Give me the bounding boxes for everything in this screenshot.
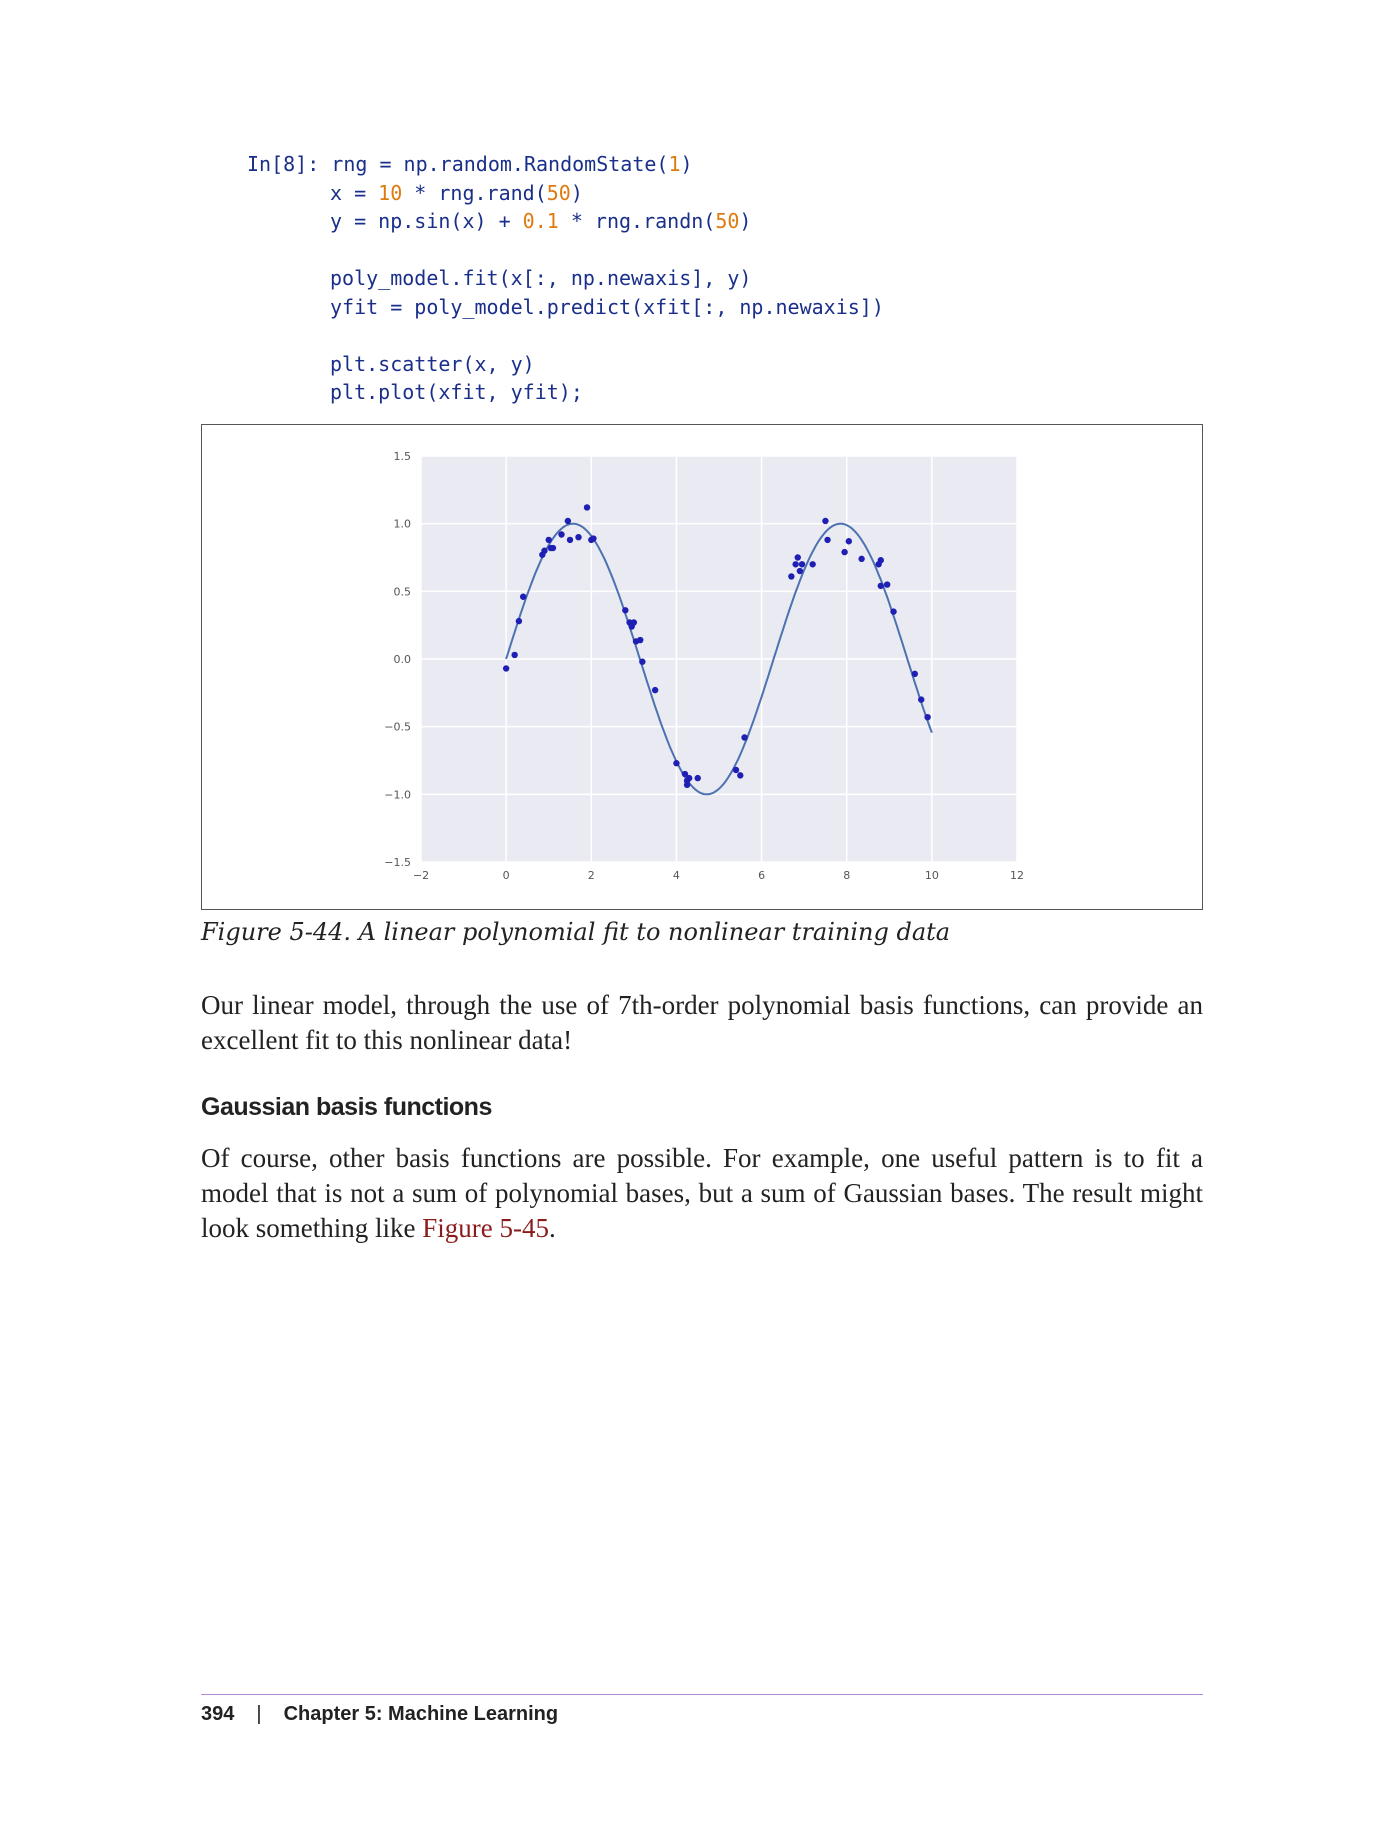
scatter-point — [824, 537, 830, 543]
code-number: 10 — [378, 180, 403, 205]
section-heading: Gaussian basis functions — [201, 1093, 492, 1121]
code-text: plt.scatter(x, y) — [330, 351, 535, 376]
scatter-point — [741, 734, 747, 740]
figure-link[interactable]: Figure 5-45 — [422, 1213, 549, 1243]
x-tick-label: 8 — [843, 869, 851, 882]
code-text: y = np.sin(x) + — [330, 209, 523, 233]
scatter-point — [912, 671, 918, 677]
paragraph-2-text: Of course, other basis functions are possible. For example, one useful pattern is to fit a model that is not a sum of polynomial bases, but a sum of Gaussian bases. The result might look something like — [201, 1143, 1203, 1243]
scatter-point — [511, 652, 517, 658]
code-number: 50 — [715, 209, 740, 233]
scatter-point — [622, 607, 628, 613]
chapter-title: Chapter 5: Machine Learning — [283, 1703, 559, 1725]
y-tick-label: −1.0 — [384, 788, 411, 802]
x-tick-label: 6 — [758, 869, 766, 882]
scatter-point — [795, 554, 801, 560]
scatter-point — [809, 561, 815, 567]
paragraph-1: Our linear model, through the use of 7th-order polynomial basis functions, can provide an excellent fit to this nonlinear data! — [201, 990, 1203, 1055]
scatter-point — [686, 775, 692, 781]
scatter-point — [858, 556, 864, 562]
scatter-point — [878, 557, 884, 563]
scatter-point — [799, 561, 805, 567]
footer — [201, 1703, 558, 1726]
scatter-point — [884, 581, 890, 587]
code-text: ) — [680, 152, 693, 176]
code-line — [247, 236, 884, 265]
scatter-point — [673, 760, 679, 766]
y-tick-label: −0.5 — [384, 720, 411, 734]
scatter-point — [797, 568, 803, 574]
scatter-point — [590, 535, 596, 541]
x-tick-label: 0 — [502, 869, 510, 882]
code-text: rng = np.random.RandomState( — [331, 152, 669, 176]
code-text: x = — [330, 180, 379, 205]
scatter-point — [575, 534, 581, 540]
scatter-point — [637, 637, 643, 643]
figure-caption: Figure 5-44. A linear polynomial fit to nonlinear training data — [201, 918, 951, 946]
code-line — [247, 350, 884, 379]
code-text: plt.plot(xfit, yfit); — [330, 380, 583, 404]
code-text: * rng.rand( — [402, 180, 547, 205]
scatter-point — [550, 545, 556, 551]
scatter-point — [546, 537, 552, 543]
scatter-point — [890, 608, 896, 614]
scatter-point — [695, 775, 701, 781]
x-tick-label: 12 — [1010, 869, 1024, 882]
x-tick-label: 10 — [924, 869, 939, 882]
footer-rule — [201, 1694, 1203, 1695]
scatter-point — [918, 696, 924, 702]
y-tick-label: 0.0 — [393, 653, 411, 666]
scatter-point — [924, 714, 930, 720]
scatter-point — [652, 687, 658, 693]
code-number: 50 — [546, 180, 571, 205]
code-line — [247, 378, 884, 407]
y-tick-label: −1.5 — [384, 856, 411, 869]
paragraph-2 — [201, 1141, 1203, 1246]
x-tick-label: 2 — [587, 869, 595, 882]
scatter-point — [841, 549, 847, 555]
code-text: ) — [739, 209, 752, 233]
scatter-point — [541, 548, 547, 554]
scatter-point — [516, 618, 522, 624]
code-text: ) — [570, 180, 583, 205]
code-text: * rng.randn( — [558, 209, 716, 233]
y-tick-label: 1.5 — [393, 450, 411, 463]
scatter-point — [822, 518, 828, 524]
scatter-point — [631, 619, 637, 625]
page-number: 394 — [201, 1703, 235, 1725]
code-line — [247, 293, 884, 322]
code-line — [247, 150, 884, 179]
code-text: poly_model.fit(x[:, np.newaxis], y) — [330, 266, 752, 290]
scatter-point — [520, 594, 526, 600]
code-line — [247, 207, 884, 236]
code-line — [247, 179, 884, 208]
chart-svg — [202, 425, 1202, 909]
figure-frame — [201, 424, 1203, 910]
scatter-point — [639, 659, 645, 665]
scatter-point — [737, 772, 743, 778]
x-tick-label: −2 — [412, 869, 430, 882]
code-block — [247, 150, 884, 407]
scatter-point — [584, 504, 590, 510]
y-tick-label: 0.5 — [393, 585, 411, 599]
scatter-point — [565, 518, 571, 524]
scatter-point — [567, 537, 573, 543]
paragraph-2-end: . — [548, 1213, 556, 1243]
code-prompt: In[8]: — [247, 152, 332, 176]
scatter-point — [558, 531, 564, 537]
code-line — [247, 264, 884, 293]
scatter-point — [792, 561, 798, 567]
scatter-point — [878, 583, 884, 589]
code-number: 1 — [668, 152, 681, 176]
code-text: yfit = poly_model.predict(xfit[:, np.newaxis]) — [330, 294, 884, 319]
x-tick-label: 4 — [672, 869, 680, 882]
y-tick-label: 1.0 — [393, 517, 411, 531]
code-line — [247, 321, 884, 350]
code-number: 0.1 — [522, 209, 559, 233]
scatter-point — [846, 538, 852, 544]
scatter-point — [503, 665, 509, 671]
scatter-point — [788, 573, 794, 579]
scatter-point — [733, 767, 739, 773]
scatter-point — [684, 782, 690, 788]
footer-separator: | — [256, 1703, 262, 1725]
